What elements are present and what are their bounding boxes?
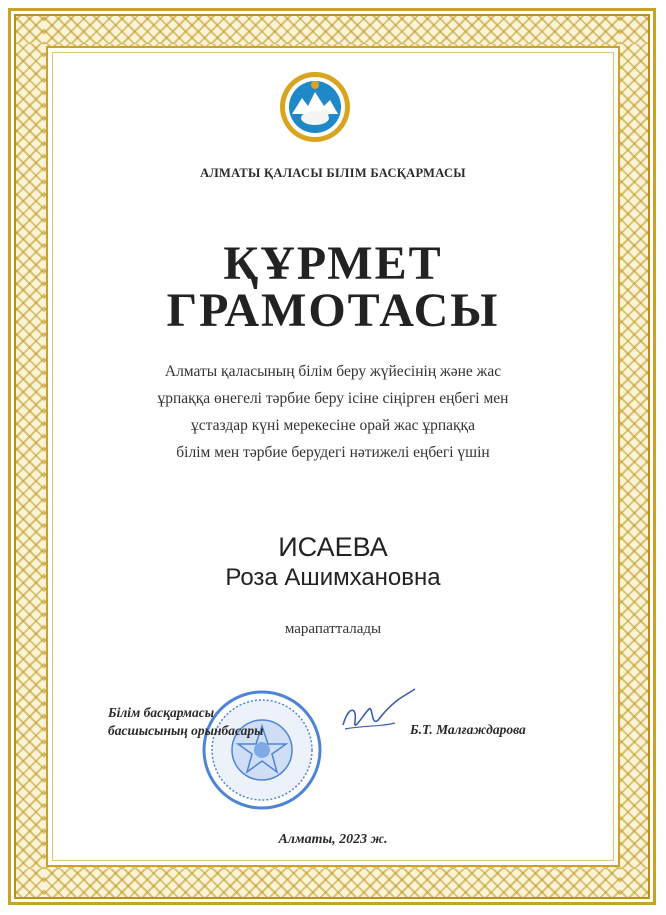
title-line-1: ҚҰРМЕТ [223, 237, 443, 290]
almaty-emblem-icon [278, 70, 352, 144]
emblem-leopard-head [321, 109, 329, 117]
description-line-1: Алматы қаласының білім беру жүйесінің және жас [164, 363, 502, 380]
signatory-name: Б.Т. Малғаждарова [410, 722, 526, 737]
organization-name: АЛМАТЫ ҚАЛАСЫ БІЛІМ БАСҚАРМАСЫ [200, 166, 466, 180]
signatory-position-line-2: басшысының орынбасары [108, 723, 264, 738]
seal-center [254, 742, 270, 758]
place-and-year: Алматы, 2023 ж. [278, 832, 388, 847]
title-line-2: ГРАМОТАСЫ [166, 284, 500, 337]
official-seal-icon [200, 688, 324, 812]
recipient-surname: ИСАЕВА [278, 532, 388, 562]
signature-icon [335, 685, 420, 745]
description-line-2: ұрпаққа өнегелі тәрбие беру ісіне сіңірген еңбегі мен [157, 390, 509, 407]
signatory-position-line-1: Білім басқармасы [108, 705, 215, 720]
awarded-text: марапатталады [284, 621, 382, 637]
emblem-sun [311, 81, 319, 89]
signature-underline [345, 723, 395, 729]
description-line-4: білім мен тәрбие берудегі нәтижелі еңбегі үшін [176, 444, 490, 461]
recipient-name: Роза Ашимхановна [225, 564, 441, 591]
description-line-3: ұстаздар күні мерекесіне орай жас ұрпаққа [191, 417, 475, 434]
signature-stroke [343, 689, 415, 725]
